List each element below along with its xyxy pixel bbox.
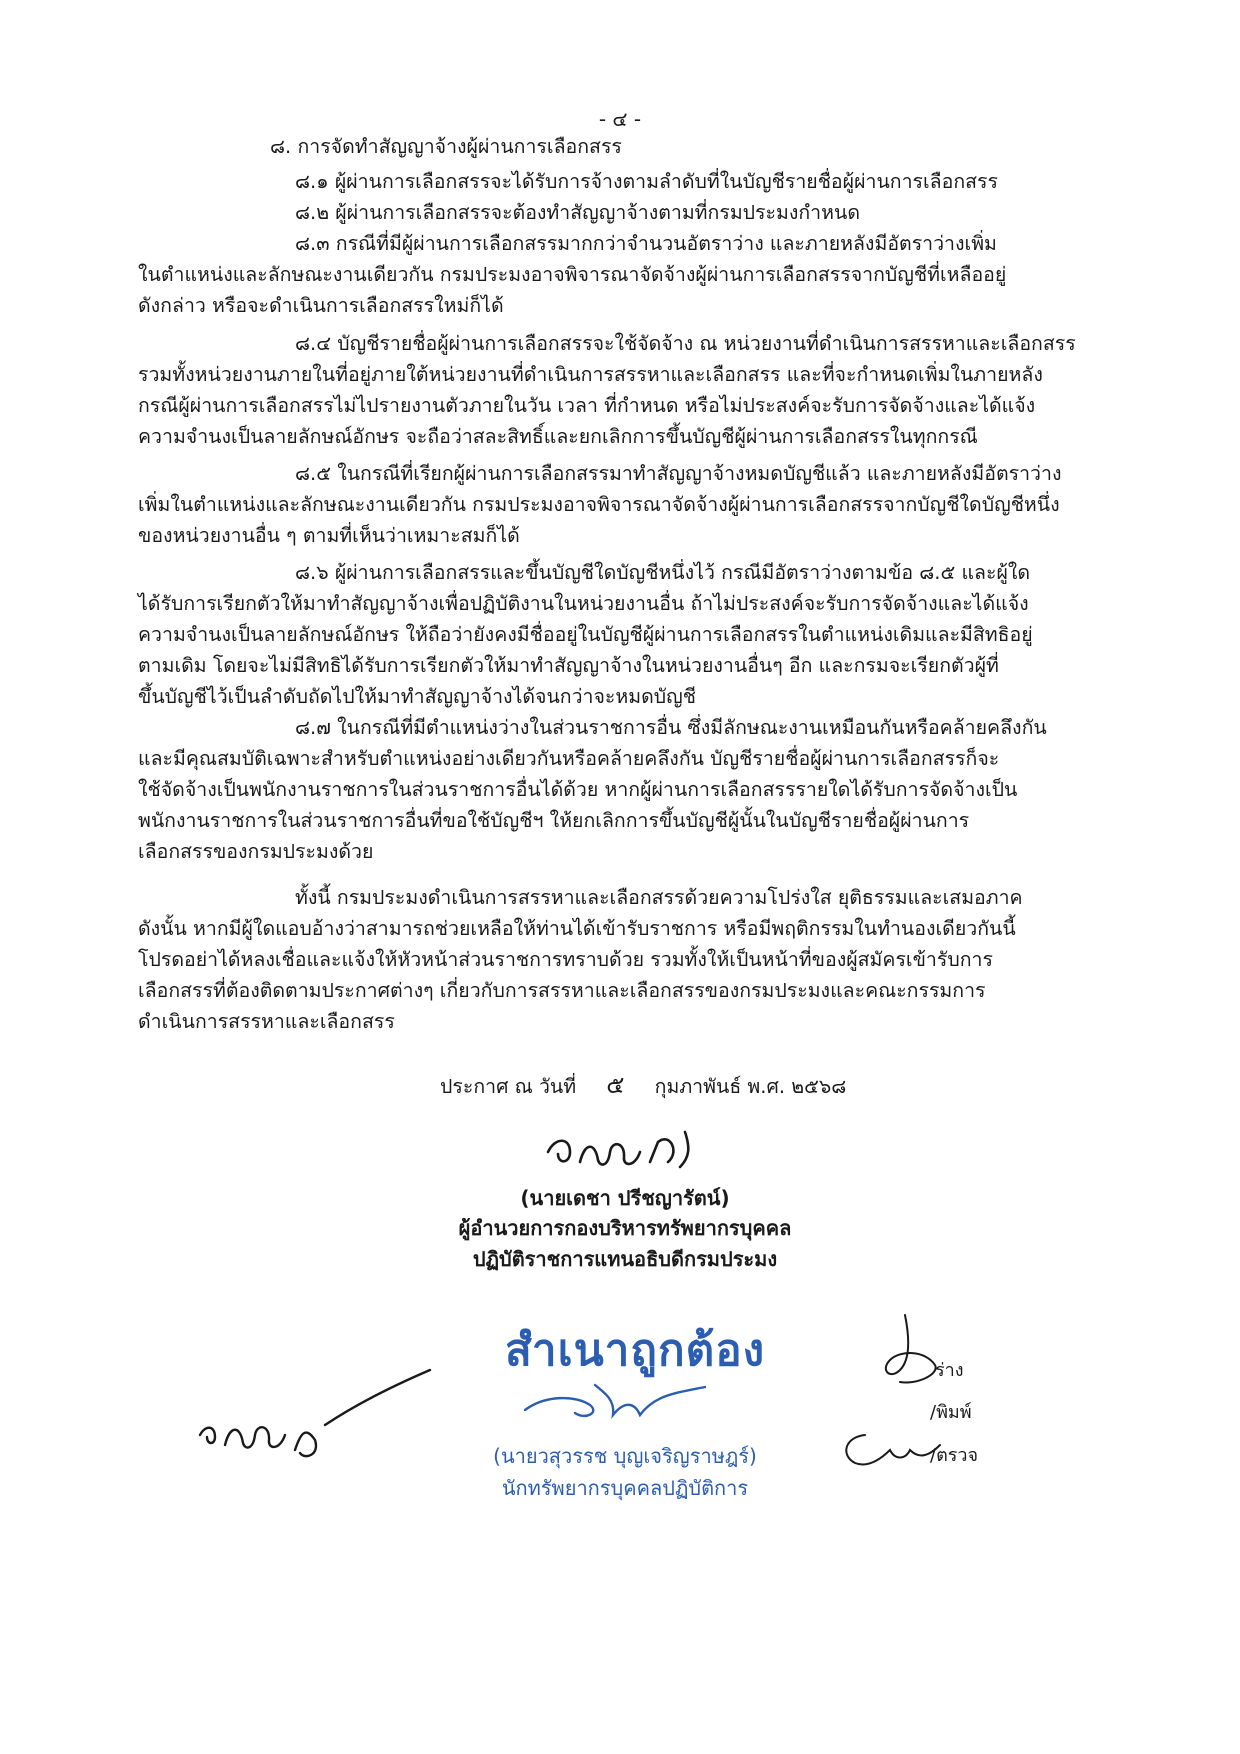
certifier-position: นักทรัพยากรบุคคลปฏิบัติการ xyxy=(501,1476,749,1500)
announcement-day: ๕ xyxy=(606,1071,625,1099)
announcement-month-year: กุมภาพันธ์ พ.ศ. ๒๕๖๘ xyxy=(654,1075,847,1098)
certifier-signature xyxy=(515,1375,715,1435)
check-initials xyxy=(835,1425,945,1475)
paragraph-8-2: ๘.๒ ผู้ผ่านการเลือกสรรจะต้องทำสัญญาจ้างตามที่กรมประมงกำหนด xyxy=(295,201,860,224)
certifier-name: (นายวสุวรรช บุญเจริญราษฎร์) xyxy=(493,1444,757,1468)
section-heading: ๘. การจัดทำสัญญาจ้างผู้ผ่านการเลือกสรร xyxy=(270,135,622,158)
paragraph-8-1: ๘.๑ ผู้ผ่านการเลือกสรรจะได้รับการจ้างตามลำดับที่ในบัญชีรายชื่อผู้ผ่านการเลือกสรร xyxy=(295,170,998,193)
announcement-prefix: ประกาศ ณ วันที่ xyxy=(440,1075,577,1098)
signatory-acting: ปฏิบัติราชการแทนอธิบดีกรมประมง xyxy=(472,1247,778,1271)
director-signature xyxy=(540,1122,710,1182)
announcement-date xyxy=(440,1070,846,1102)
check-mark: /ตรวจ xyxy=(930,1445,979,1466)
signatory-position: ผู้อำนวยการกองบริหารทรัพยากรบุคคล xyxy=(458,1216,792,1240)
left-bottom-signature xyxy=(195,1365,435,1475)
certified-copy-stamp: สำเนาถูกต้อง xyxy=(505,1325,766,1376)
signatory-name: (นายเดชา ปรีชญารัตน์) xyxy=(520,1186,730,1210)
page-number: - ๔ - xyxy=(598,107,642,131)
draft-mark: ร่าง xyxy=(935,1360,964,1381)
print-mark: /พิมพ์ xyxy=(930,1402,972,1423)
